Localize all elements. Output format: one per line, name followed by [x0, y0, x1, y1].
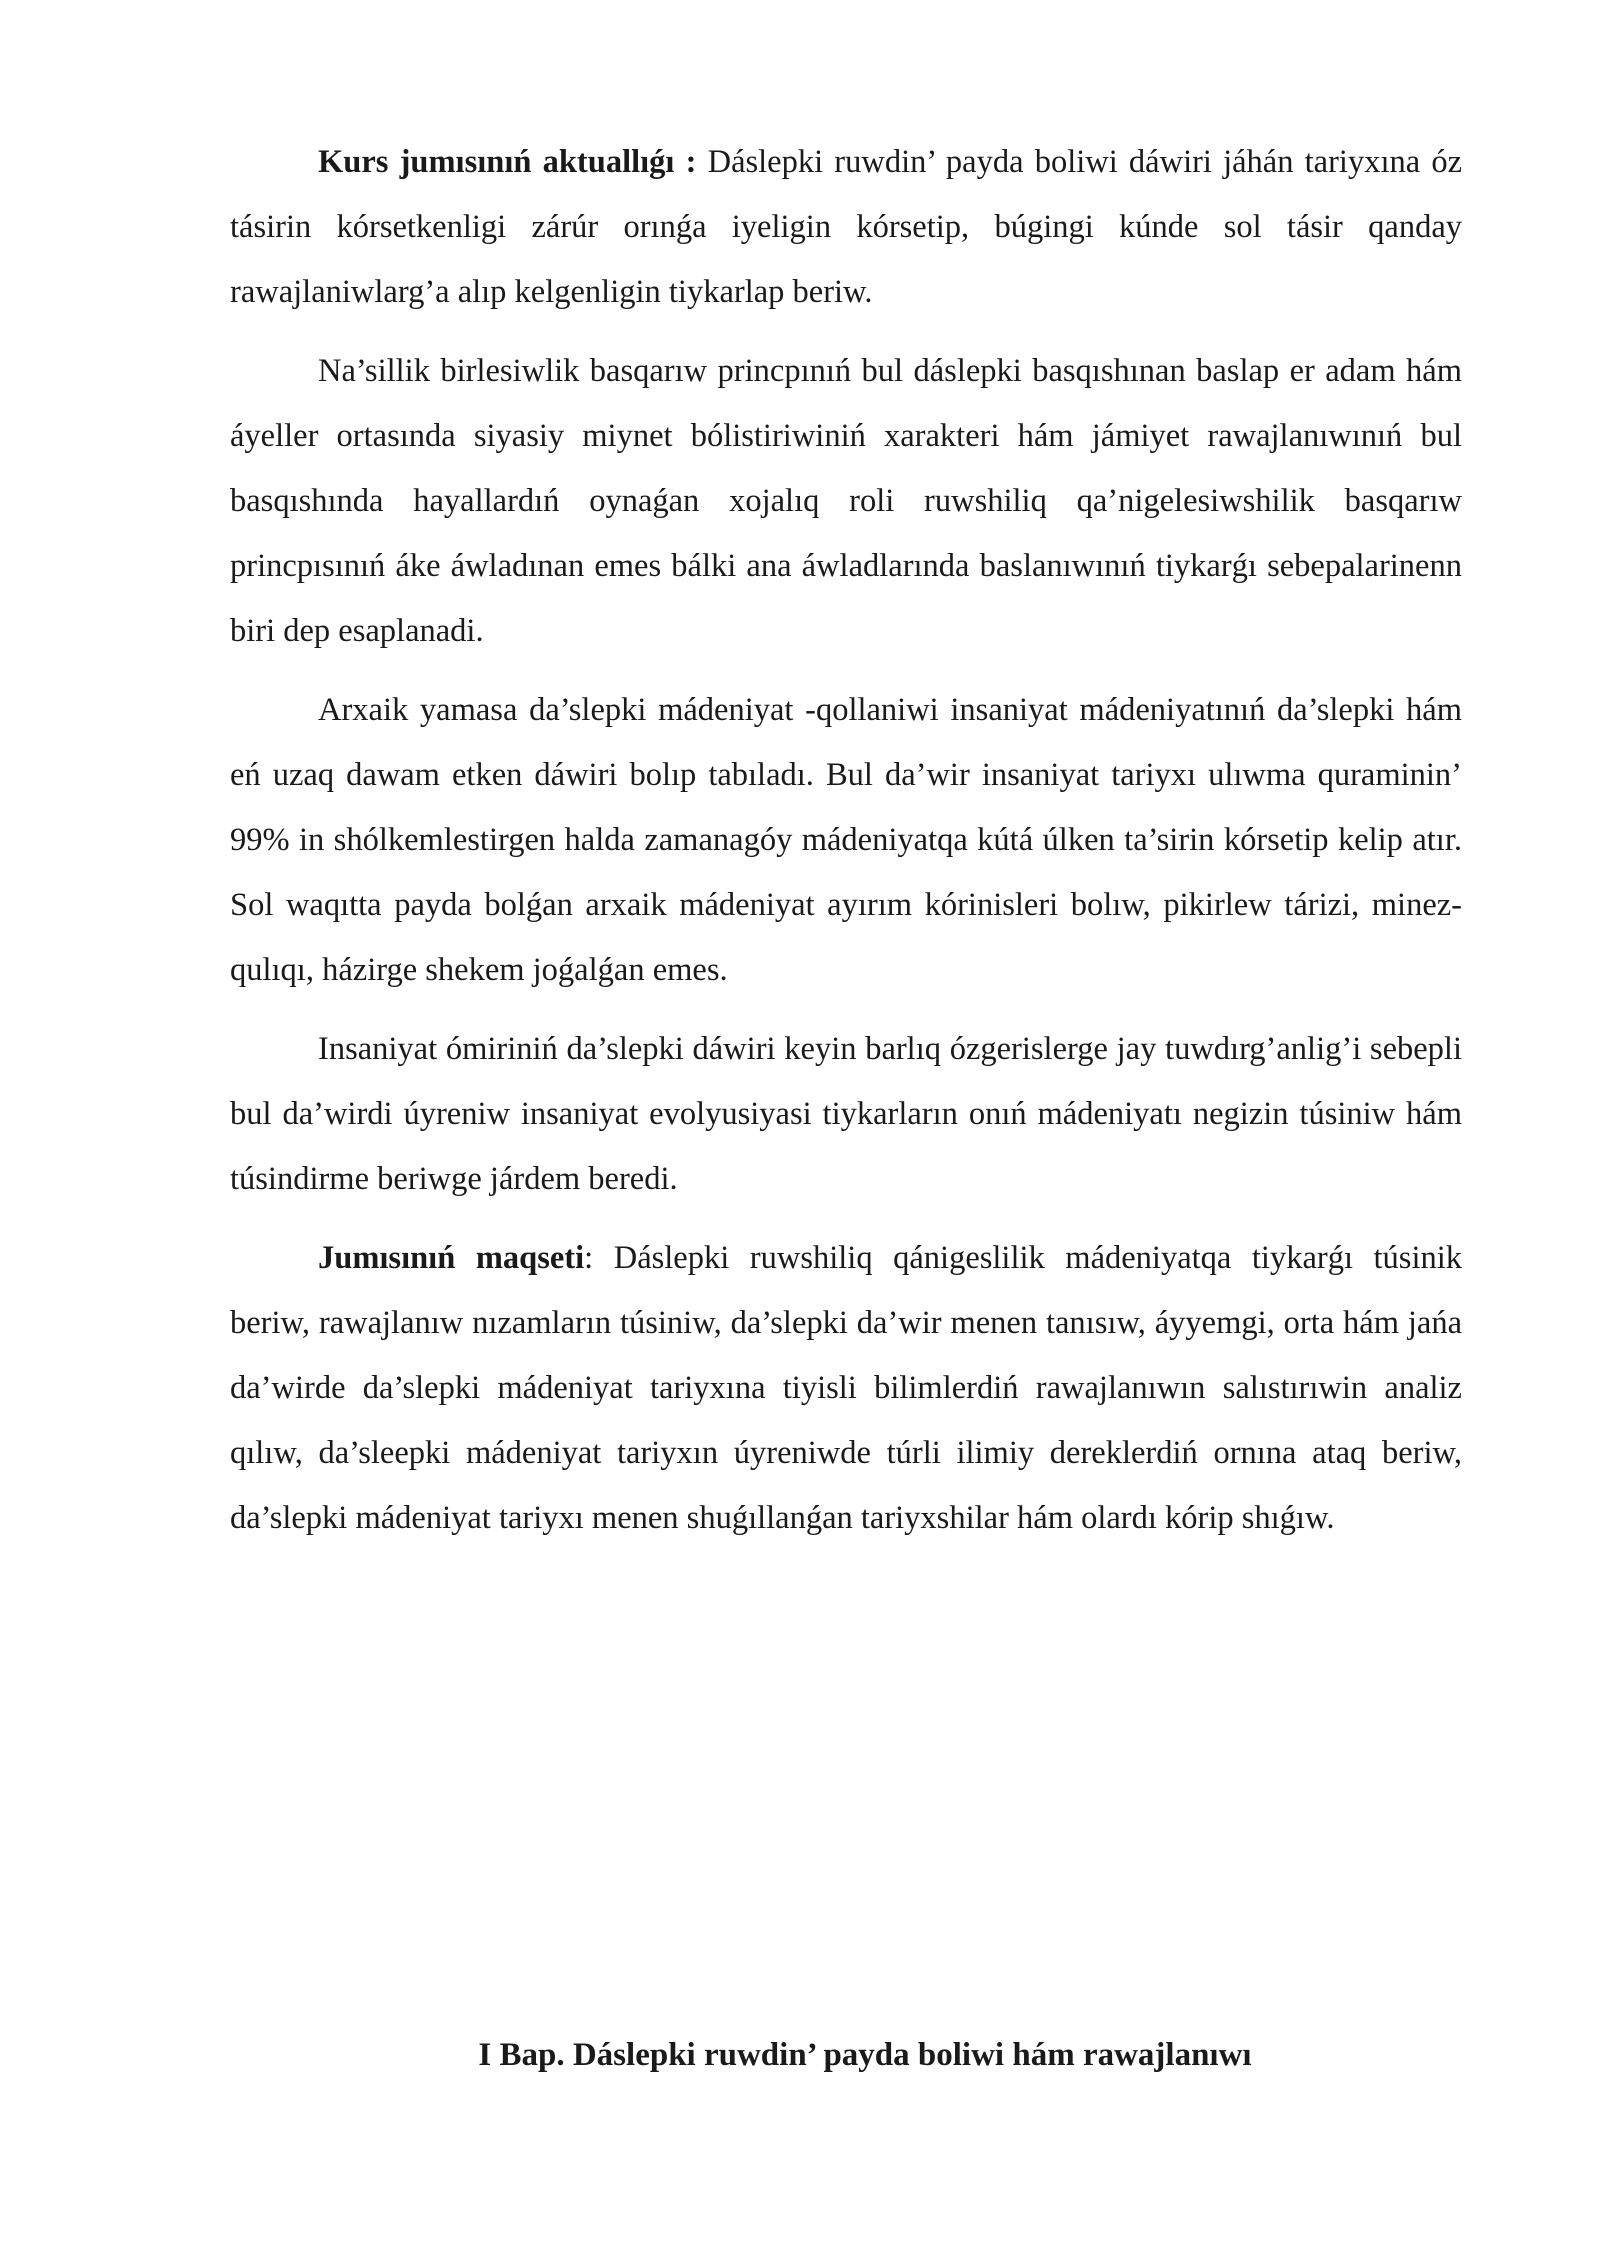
paragraph-text: Dáslepki ruwdin’ payda boliwi dáwiri jáhán tariyxına óz tásirin kórsetkenligi zárúr orınǵa iyeligin kórsetip, búgingi kúnde sol tásir qanday rawajlaniwlarg’a alıp kelgenligin tiykarlap beriw. [230, 144, 1462, 310]
chapter-heading: I Bap. Dáslepki ruwdin’ payda boliwi hám rawajlanıwı [478, 2037, 1252, 2073]
paragraph-text: Na’sillik birlesiwlik basqarıw princpınıń bul dáslepki basqıshınan baslap er adam hám áyeller ortasında siyasiy miynet bólistiriwiniń xarakteri hám jámiyet rawajlanıwınıń bul basqıshında hayallardıń oynaǵan xojalıq roli ruwshiliq qa’nigelesiwshilik basqarıw princpısınıń áke áwladınan emes bálki ana áwladlarında baslanıwınıń tiykarǵı sebepalarinenn biri dep esaplanadi. [230, 353, 1462, 649]
paragraph-goal [230, 1226, 1462, 1551]
paragraph-archaic-culture [230, 678, 1462, 1003]
paragraph-text: Arxaik yamasa da’slepki mádeniyat -qollaniwi insaniyat mádeniyatınıń da’slepki hám eń uzaq dawam etken dáwiri bolıp tabıladı. Bul da’wir insaniyat tariyxı ulıwma quraminin’ 99% in shólkemlestirgen halda zamanagóy mádeniyatqa kútá úlken ta’sirin kórsetip kelip atır. Sol waqıtta payda bolǵan arxaik mádeniyat ayırım kórinisleri bolıw, pikirlew tárizi, minez-qulıqı, házirge shekem joǵalǵan emes. [230, 692, 1462, 988]
paragraph-kinship [230, 339, 1462, 664]
paragraph-early-period [230, 1017, 1462, 1212]
paragraph-relevance [230, 130, 1462, 325]
paragraph-lead: Jumısınıń maqseti [318, 1240, 585, 1276]
paragraph-text: Insaniyat ómiriniń da’slepki dáwiri keyin barlıq ózgerislerge jay tuwdırg’anlig’i sebepli bul da’wirdi úyreniw insaniyat evolyusiyasi tiykarların onıń mádeniyatı negizin túsiniw hám túsindirme beriwge járdem beredi. [230, 1031, 1462, 1197]
paragraph-lead: Kurs jumısınıń aktuallıǵı : [318, 144, 697, 180]
paragraph-text: : Dáslepki ruwshiliq qánigeslilik mádeniyatqa tiykarǵı túsinik beriw, rawajlanıw nızamların túsiniw, da’slepki da’wir menen tanısıw, áyyemgi, orta hám jańa da’wirde da’slepki mádeniyat tariyxına tiyisli bilimlerdiń rawajlanıwın salıstırıwin analiz qılıw, da’sleepki mádeniyat tariyxın úyreniwde túrli ilimiy dereklerdiń ornına ataq beriw, da’slepki mádeniyat tariyxı menen shuǵıllanǵan tariyxshilar hám olardı kórip shıǵıw. [230, 1240, 1463, 1536]
document-body [230, 130, 1462, 1565]
